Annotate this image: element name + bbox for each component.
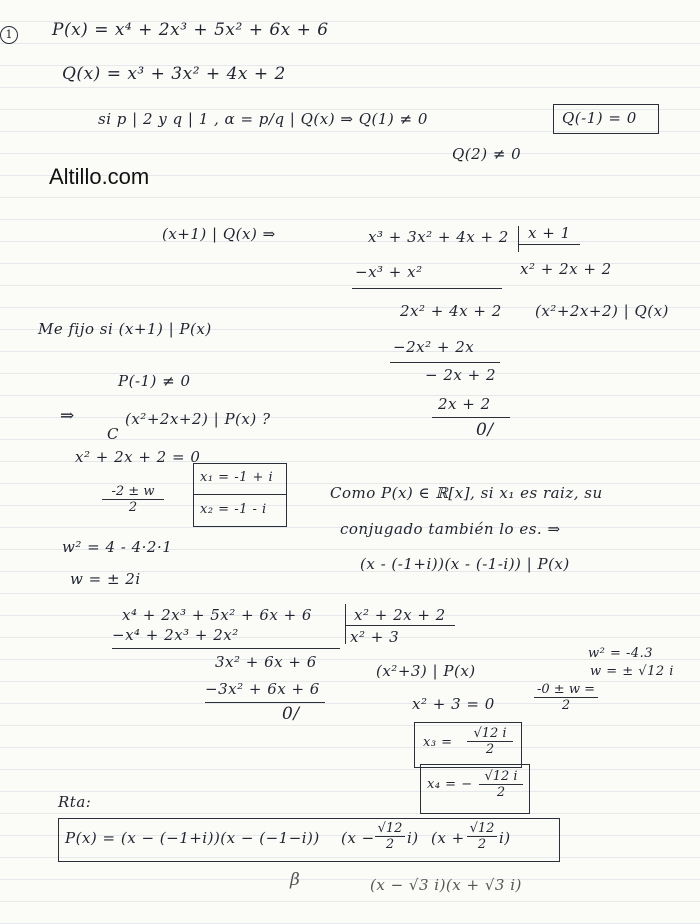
p-rule1 <box>112 648 340 649</box>
answer-term4-fraction <box>467 821 497 852</box>
second-w-value: w = ± √12 i <box>590 664 674 679</box>
p-division-divisor-rule <box>345 625 455 626</box>
quadratic-equation: x² + 2x + 2 = 0 <box>75 448 201 466</box>
root-x4-numerator: √12 i <box>479 769 523 785</box>
root-x4-fraction <box>479 769 523 800</box>
root-x1: x₁ = -1 + i <box>200 470 274 485</box>
p-divisor: x² + 2x + 2 <box>354 606 446 624</box>
answer-lhs: P(x) = (x − (−1+i))(x − (−1−i)) <box>65 829 320 847</box>
p-division-bar <box>345 604 346 644</box>
quadratic-formula <box>102 484 164 515</box>
root-x3-label: x₃ = <box>423 735 453 750</box>
answer-term3-denominator: 2 <box>385 837 395 852</box>
conjugate-line2: conjugado también lo es. ⇒ <box>340 520 561 538</box>
second-quadratic: x² + 3 = 0 <box>412 695 495 713</box>
answer-term3-open: (x − <box>341 829 375 847</box>
q-factor-conclusion: (x²+2x+2) | Q(x) <box>535 302 669 320</box>
answer-term4-denominator: 2 <box>477 837 487 852</box>
q-dividend: x³ + 3x² + 4x + 2 <box>368 228 509 246</box>
answer-term3-close: i) <box>407 829 419 847</box>
watermark: Altillo.com <box>49 164 150 189</box>
p-sub1: −x⁴ + 2x³ + 2x² <box>112 626 239 644</box>
p-minus1: P(-1) ≠ 0 <box>118 372 191 390</box>
p-dividend: x⁴ + 2x³ + 5x² + 6x + 6 <box>122 606 312 624</box>
q-rule3 <box>432 417 510 418</box>
p-factor-claim: (x²+3) | P(x) <box>376 662 476 680</box>
root-x3-box <box>414 722 522 768</box>
q-division-bar <box>518 226 519 252</box>
root-x4-label: x₄ = − <box>427 777 473 792</box>
answer-box <box>58 818 560 862</box>
p-sub2: −3x² + 6x + 6 <box>205 680 320 698</box>
answer-term3-numerator: √12 <box>375 821 405 837</box>
rational-root-test: si p | 2 y q | 1 , α = p/q | Q(x) ⇒ Q(1) ≠ 0 <box>98 110 428 128</box>
q-step5: 2x + 2 <box>438 395 491 413</box>
q-divisor: x + 1 <box>528 224 571 242</box>
answer-term4-open: (x + <box>431 829 465 847</box>
answer-term4-close: i) <box>499 829 511 847</box>
q-division-claim: (x+1) | Q(x) ⇒ <box>162 225 276 243</box>
q-rule2 <box>390 362 500 363</box>
p-remainder: 0/ <box>282 704 300 724</box>
q-minus1-value: Q(-1) = 0 <box>562 109 637 127</box>
quadratic-formula-numerator: -2 ± w <box>102 484 164 500</box>
q-quotient: x² + 2x + 2 <box>520 260 612 278</box>
roots-divider <box>194 494 286 495</box>
second-formula-numerator: -0 ± w = <box>534 682 598 698</box>
q-remainder: 0/ <box>476 420 494 440</box>
q-division-divisor-rule <box>518 244 580 245</box>
root-x2: x₂ = -1 - i <box>200 502 267 517</box>
root-x3-numerator: √12 i <box>467 726 513 742</box>
q-step1: −x³ + x² <box>355 263 423 281</box>
second-w-squared: w² = -4.3 <box>588 646 654 661</box>
q2-value: Q(2) ≠ 0 <box>452 145 522 163</box>
q-step3: −2x² + 2x <box>393 338 475 356</box>
answer-term4-numerator: √12 <box>467 821 497 837</box>
footnote-simplified: (x − √3 i)(x + √3 i) <box>370 876 522 894</box>
item-number-badge: 1 <box>0 26 18 44</box>
divides-question: (x²+2x+2) | P(x) ? <box>125 410 271 428</box>
root-x4-box <box>420 764 530 814</box>
answer-term3-fraction <box>375 821 405 852</box>
conjugate-product: (x - (-1+i))(x - (-1-i)) | P(x) <box>360 555 570 573</box>
check-x-plus-1: Me fijo si (x+1) | P(x) <box>38 320 212 338</box>
roots-box <box>193 463 287 527</box>
p-rule2 <box>205 702 325 703</box>
c-mark: C <box>107 425 119 443</box>
answer-label: Rta: <box>58 793 92 811</box>
root-x3-denominator: 2 <box>485 742 495 757</box>
quadratic-formula-denominator: 2 <box>128 500 138 515</box>
conjugate-line1: Como P(x) ∈ ℝ[x], si x₁ es raiz, su <box>330 484 603 502</box>
q-step4: − 2x + 2 <box>425 366 496 384</box>
second-formula <box>534 682 598 713</box>
q-step2: 2x² + 4x + 2 <box>400 302 502 320</box>
p-definition: P(x) = x⁴ + 2x³ + 5x² + 6x + 6 <box>52 20 329 40</box>
root-x4-denominator: 2 <box>496 785 506 800</box>
second-formula-denominator: 2 <box>561 698 571 713</box>
w-squared: w² = 4 - 4·2·1 <box>62 538 173 556</box>
w-value: w = ± 2i <box>70 570 141 588</box>
q-rule1 <box>352 288 502 289</box>
q-definition: Q(x) = x³ + 3x² + 4x + 2 <box>62 64 286 84</box>
p-step2: 3x² + 6x + 6 <box>215 653 317 671</box>
then-arrow: ⇒ <box>60 406 75 426</box>
p-quotient: x² + 3 <box>350 628 400 646</box>
root-x3-fraction <box>467 726 513 757</box>
footnote-mark: β <box>290 870 301 890</box>
q-minus1-box <box>553 104 659 134</box>
